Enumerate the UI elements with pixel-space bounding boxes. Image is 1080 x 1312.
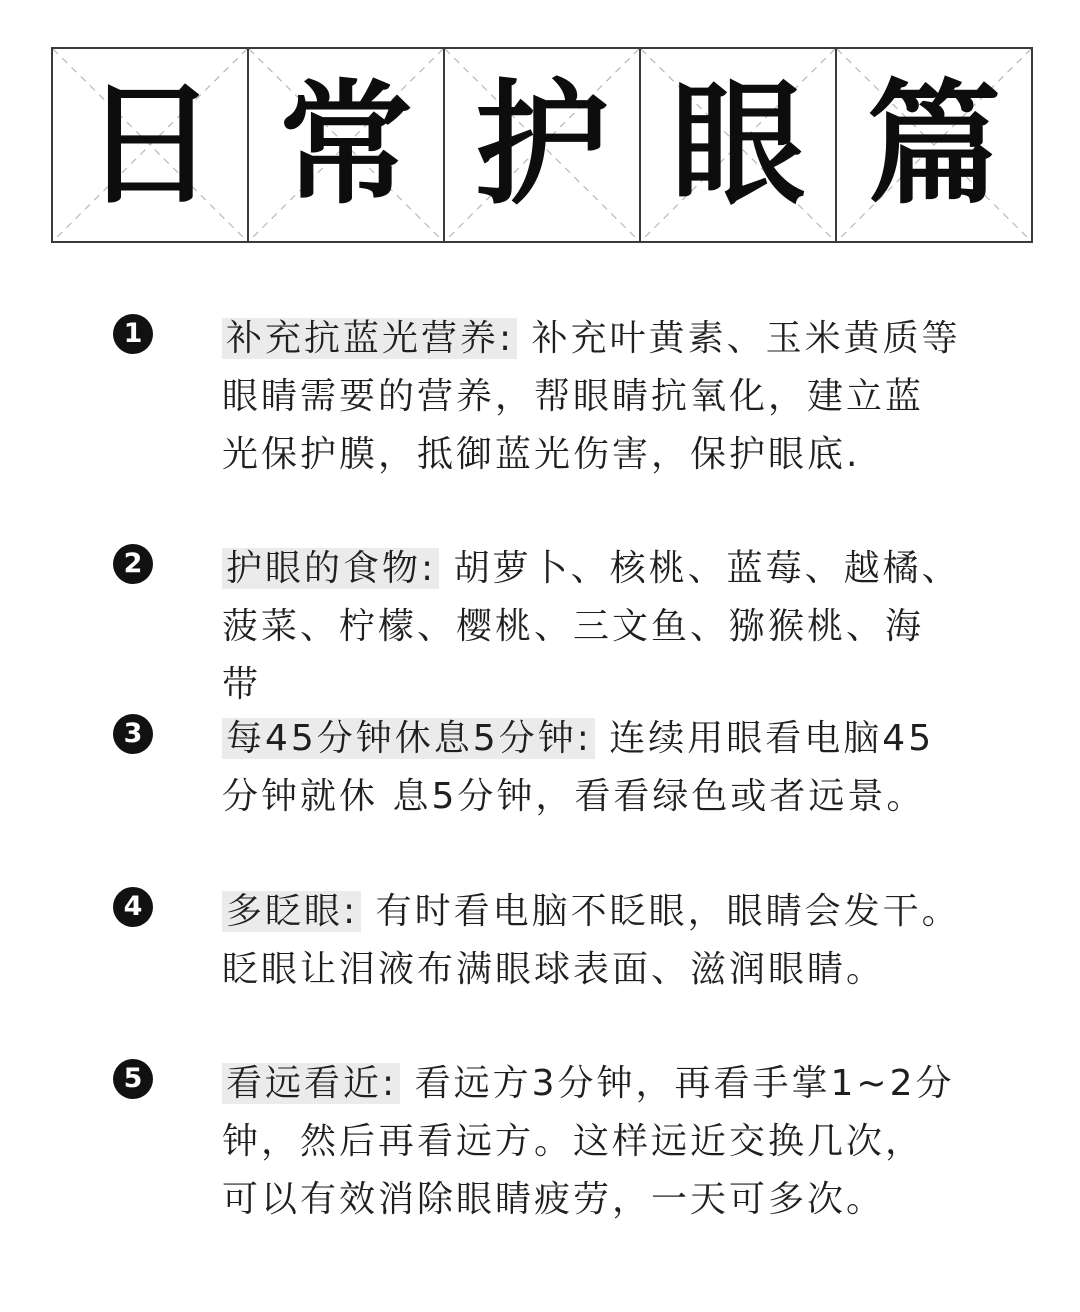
tip-body: 看远方3分钟，再看手掌1~2分钟，然后再看远方。这样远近交换几次，可以有效消除眼睛疲劳，一天可多次。: [222, 1063, 955, 1220]
title-char: 眼: [670, 67, 805, 223]
tip-heading: 护眼的食物:: [222, 548, 439, 589]
tip-body: 补充叶黄素、玉米黄质等眼睛需要的营养，帮眼睛抗氧化，建立蓝光保护膜，抵御蓝光伤害，保护眼底.: [222, 318, 961, 475]
tip-number-badge: 3: [113, 714, 153, 754]
tip-paragraph: [222, 540, 962, 714]
title-char: 日: [82, 67, 217, 223]
tip-paragraph: [222, 710, 962, 826]
tip-heading: 补充抗蓝光营养:: [222, 318, 517, 359]
tip-body: 连续用眼看电脑45分钟就休 息5分钟，看看绿色或者远景。: [222, 718, 935, 817]
tip-heading: 每45分钟休息5分钟:: [222, 718, 595, 759]
tip-body: 有时看电脑不眨眼，眼睛会发干。眨眼让泪液布满眼球表面、滋润眼睛。: [222, 891, 961, 990]
title-char: 护: [474, 67, 609, 223]
tip-number-badge: 2: [113, 544, 153, 584]
tip-heading: 看远看近:: [222, 1063, 400, 1104]
tip-number-badge: 5: [113, 1059, 153, 1099]
tip-body: 胡萝卜、核桃、蓝莓、越橘、菠菜、柠檬、樱桃、三文鱼、猕猴桃、海带: [222, 548, 961, 705]
tip-paragraph: [222, 883, 962, 999]
tip-heading: 多眨眼:: [222, 891, 361, 932]
tip-number-badge: 4: [113, 887, 153, 927]
tip-paragraph: [222, 1055, 962, 1229]
title-char: 常: [278, 67, 413, 223]
title-char: 篇: [866, 67, 1001, 223]
tip-paragraph: [222, 310, 962, 484]
tip-number-badge: 1: [113, 314, 153, 354]
